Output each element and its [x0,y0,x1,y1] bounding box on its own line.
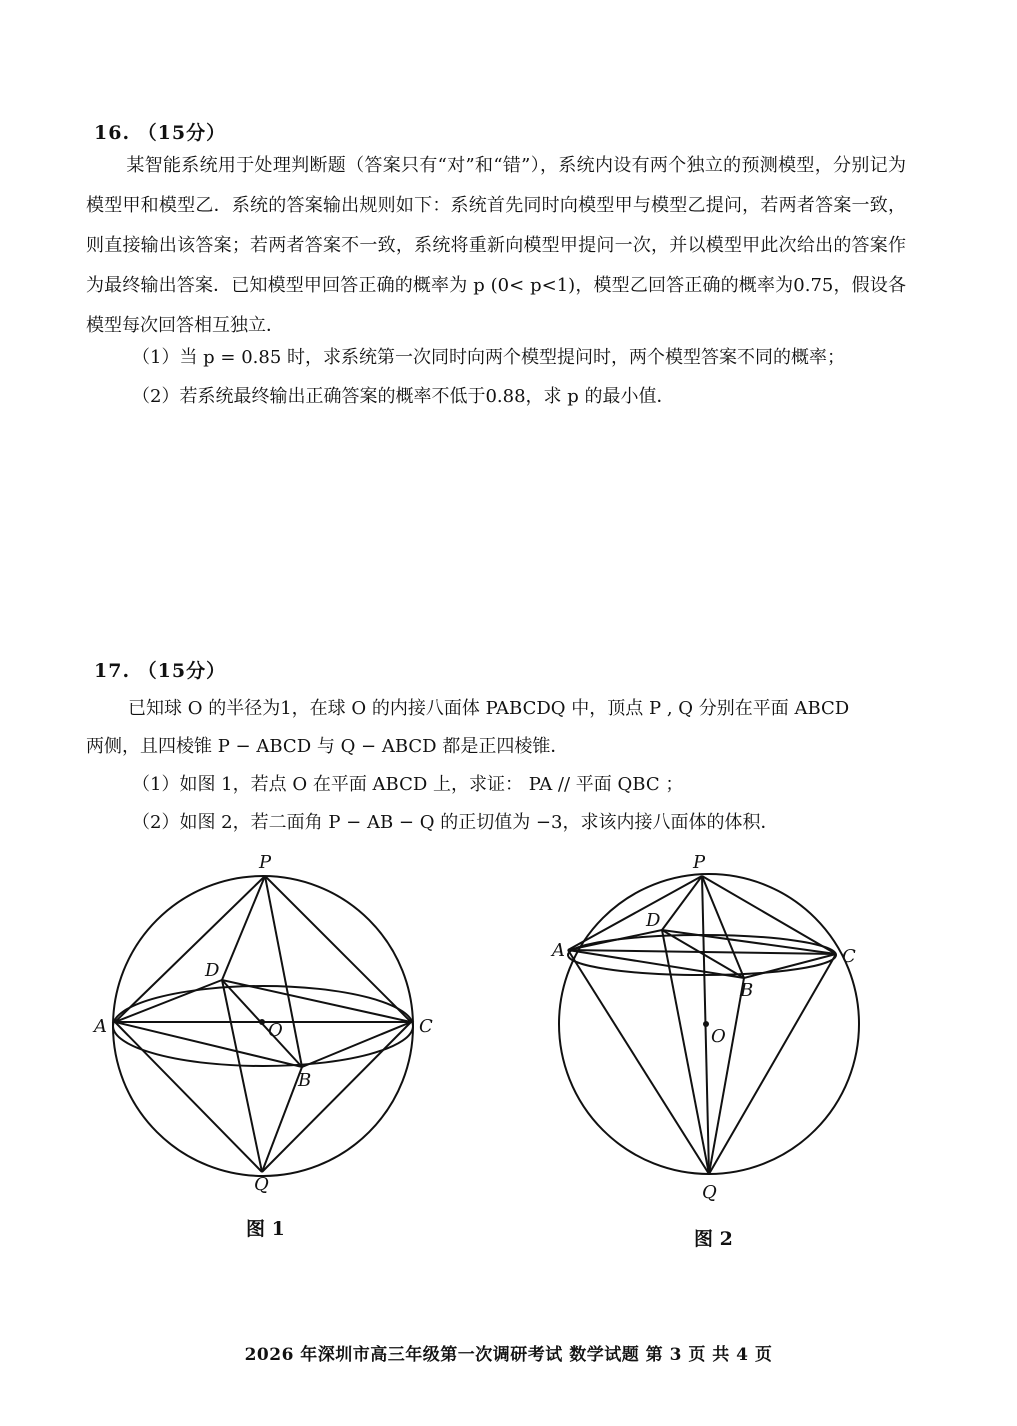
q16-part2: （2）若系统最终输出正确答案的概率不低于0.88，求 p 的最小值． [132,386,675,407]
q17-part1: （1）如图 1，若点 O 在平面 ABCD 上，求证： PA // 平面 QBC ； [132,774,684,795]
fig1-edge-qc [262,1022,411,1172]
fig2-label-o: O [711,1026,726,1047]
q16-intro-text: 某智能系统用于处理判断题（答案只有“对”和“错”），系统内设有两个独立的预测模型，分别记为模型甲和模型乙．系统的答案输出规则如下：系统首先同时向模型甲与模型乙提问，若两者答案一致，则直接输出该答案；若两者答案不一致，系统将重新向模型甲提问一次，并以模型甲此次给出的答案作为最终输出答案．已知模型甲回答正确的概率为 p (0< p<1)，模型乙回答正确的概率为0.75，假设各模型每次回答相互独立． [86,155,906,336]
fig1-edge-qb [262,1067,302,1172]
fig2-edge-pa [568,876,702,950]
q17-header: 17. （15分） [94,660,227,682]
fig1-center-dot [259,1019,265,1025]
q17-part2: （2）如图 2，若二面角 P − AB − Q 的正切值为 −3，求该内接八面体的体积． [132,812,779,833]
fig1-label-o: O [268,1020,283,1041]
fig2-edge-pb [702,876,744,978]
fig1-label-q: Q [254,1174,269,1195]
fig1-edge-pc [265,876,411,1022]
fig2-edge-pc [702,876,836,954]
fig1-label-d: D [205,960,220,981]
page-footer: 2026 年深圳市高三年级第一次调研考试 数学试题 第 3 页 共 4 页 [244,1345,773,1365]
fig2-center-dot [703,1021,709,1027]
fig2-edge-pd [662,876,702,930]
figure-2-caption: 图 2 [694,1228,733,1250]
figure-1-caption: 图 1 [246,1218,285,1240]
fig2-label-b: B [740,980,754,1001]
fig1-label-c: C [419,1016,433,1037]
fig1-label-p: P [259,852,272,873]
fig2-label-q: Q [702,1182,717,1203]
fig2-label-p: P [693,852,706,873]
fig2-label-c: C [842,946,856,967]
fig2-label-a: A [552,940,565,961]
q16-header: 16. （15分） [94,122,227,144]
fig2-label-d: D [646,910,661,931]
fig1-edge-pa [115,876,265,1022]
fig1-edge-qd [222,980,262,1172]
q16-part1: （1）当 p = 0.85 时，求系统第一次同时向两个模型提问时，两个模型答案不同的概率； [132,347,846,368]
q17-intro-line2: 两侧，且四棱锥 P − ABCD 与 Q − ABCD 都是正四棱锥． [86,736,569,757]
fig1-label-b: B [298,1070,312,1091]
fig1-edge-qa [115,1022,262,1172]
q17-intro-line1: 已知球 O 的半径为1，在球 O 的内接八面体 PABCDQ 中，顶点 P , Q 分别在平面 ABCD [128,698,850,719]
fig1-label-a: A [94,1016,107,1037]
fig1-edge-pd [222,876,265,980]
